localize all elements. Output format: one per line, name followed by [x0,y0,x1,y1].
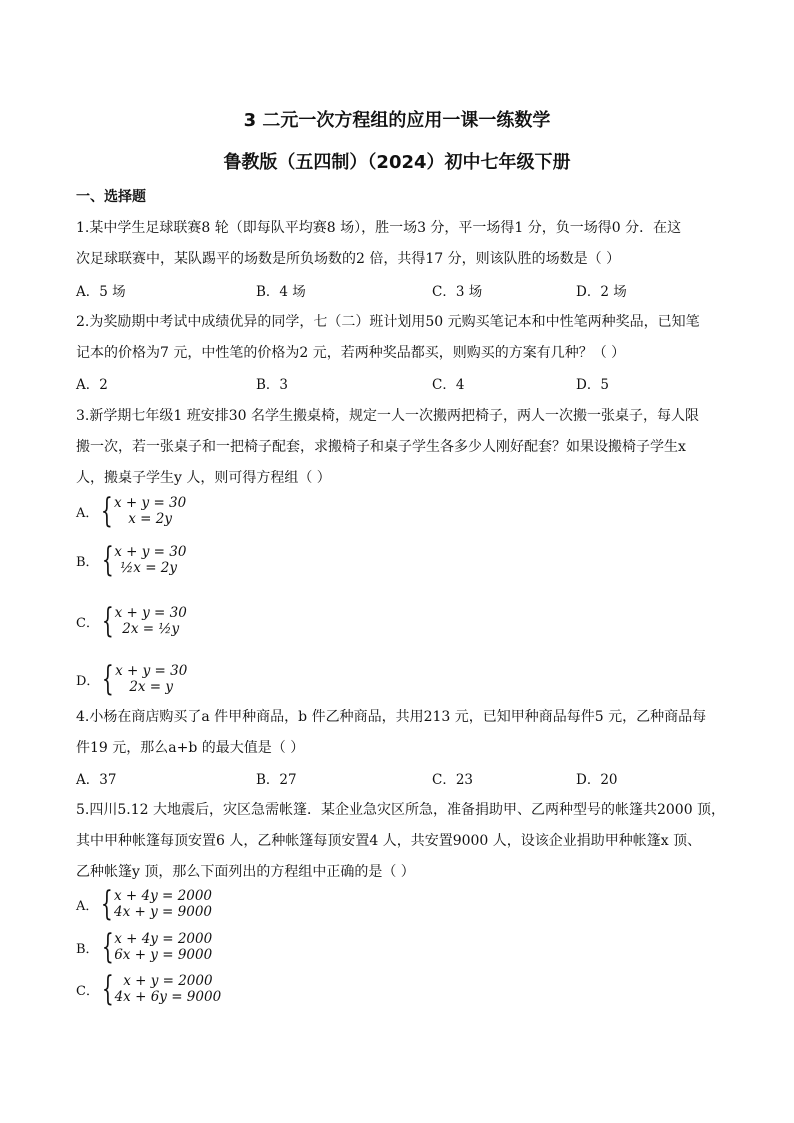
question-5-line-1: 5.四川5.12 大地震后，灾区急需帐篷．某企业急灾区所急，准备捐助甲、乙两种型号的帐篷共2000 顶， [76,802,726,818]
option-d: D．2 场 [576,284,627,300]
question-1-line-2: 次足球联赛中，某队踢平的场数是所负场数的2 倍，共得17 分，则该队胜的场数是（ ） [76,251,621,267]
option-c: C．23 [432,772,474,788]
brace-icon: { [101,927,114,967]
brace-icon: { [101,601,114,641]
brace-icon: { [101,969,114,1009]
option-label: A． [76,505,99,521]
option-b: B．27 [256,772,297,788]
option-label: B． [76,941,99,957]
option-a: A．2 [76,377,108,393]
question-3-option-c [76,601,187,641]
brace-icon: { [101,884,114,924]
option-c: C．4 [432,377,465,393]
equation-1: x + y = 30 [114,544,187,560]
option-c: C．3 场 [432,284,483,300]
equation-2: 2x = ½y [122,621,180,637]
question-3-option-d [76,659,188,699]
question-5-option-c [76,969,222,1009]
question-4-line-2: 件19 元，那么a+b 的最大值是（ ） [76,740,305,756]
question-3-line-2: 搬一次，若一张桌子和一把椅子配套，求搬椅子和桌子学生各多少人刚好配套？如果设搬椅子学生x [76,439,686,455]
option-d: D．5 [576,377,609,393]
equation-2: x = 2y [128,511,172,527]
equation-1: x + y = 30 [114,605,187,621]
question-1-line-1: 1.某中学生足球联赛8 轮（即每队平均赛8 场），胜一场3 分，平一场得1 分，负一场得0 分．在这 [76,220,682,236]
equation-1: x + y = 30 [115,663,188,679]
option-a: A．37 [76,772,117,788]
equation-1: x + y = 30 [114,495,187,511]
question-3-option-a [76,491,187,531]
question-3-option-b [76,540,187,580]
option-label: C． [76,983,99,999]
equation-1: x + 4y = 2000 [114,888,213,904]
question-3-line-1: 3.新学期七年级1 班安排30 名学生搬桌椅，规定一人一次搬两把椅子，两人一次搬一张桌子，每人限 [76,408,699,424]
option-label: D． [76,673,100,689]
equation-2: 4x + y = 9000 [114,904,213,920]
equation-2: ½x = 2y [120,560,178,576]
brace-icon: { [102,659,115,699]
option-b: B．4 场 [256,284,306,300]
equation-2: 2x = y [129,679,174,695]
equation-2: 6x + y = 9000 [114,947,213,963]
question-4-line-1: 4.小杨在商店购买了a 件甲种商品，b 件乙种商品，共用213 元，已知甲种商品每件5 元，乙种商品每 [76,709,707,725]
document-subtitle: 鲁教版（五四制）（2024）初中七年级下册 [223,152,571,173]
option-b: B．3 [256,377,289,393]
question-2-line-1: 2.为奖励期中考试中成绩优异的同学，七（二）班计划用50 元购买笔记本和中性笔两种奖品，已知笔 [76,314,700,330]
question-5-option-a [76,884,213,924]
section-heading: 一、选择题 [76,189,146,205]
brace-icon: { [101,491,114,531]
question-5-line-2: 其中甲种帐篷每顶安置6 人，乙种帐篷每顶安置4 人，共安置9000 人，设该企业捐助甲种帐篷x 顶、 [76,833,702,849]
brace-icon: { [101,540,114,580]
equation-1: x + 4y = 2000 [114,931,213,947]
option-a: A．5 场 [76,284,126,300]
question-3-line-3: 人，搬桌子学生y 人，则可得方程组（ ） [76,470,331,486]
option-label: B． [76,554,99,570]
option-label: C． [76,615,99,631]
question-5-option-b [76,927,213,967]
question-2-line-2: 记本的价格为7 元，中性笔的价格为2 元，若两种奖品都买，则购买的方案有几种？（ ） [76,345,626,361]
equation-1: x + y = 2000 [123,973,213,989]
equation-2: 4x + 6y = 9000 [114,989,222,1005]
question-5-line-3: 乙种帐篷y 顶，那么下面列出的方程组中正确的是（ ） [76,864,415,880]
option-d: D．20 [576,772,618,788]
document-title: 3 二元一次方程组的应用一课一练数学 [243,110,551,131]
option-label: A． [76,898,99,914]
